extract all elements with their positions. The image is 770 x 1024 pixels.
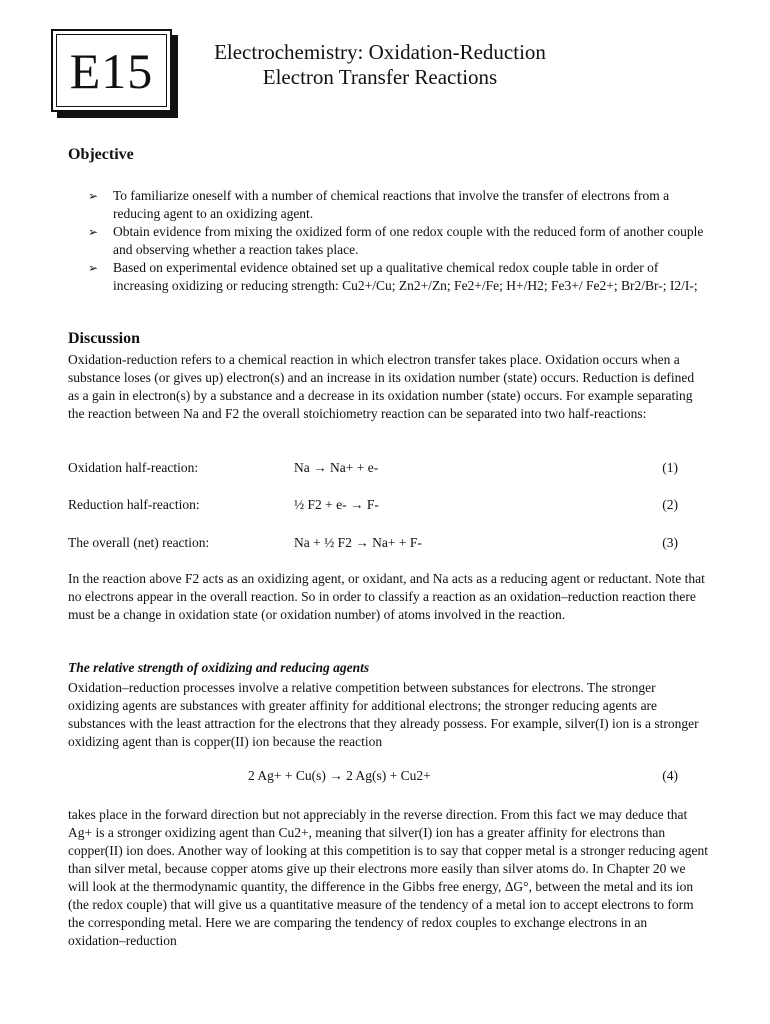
equation-row — [68, 497, 678, 515]
section-subheading: The relative strength of oxidizing and reducing agents — [68, 660, 370, 675]
discussion-paragraph-2: In the reaction above F2 acts as an oxidizing agent, or oxidant, and Na acts as a reducing agent or reductant. Note that no electrons appear in the overall reaction. So in order to classify a reaction as an oxidation–reduction reaction there must be a change in oxidation state (or oxidation number) of atoms involved in the reaction. — [68, 571, 705, 622]
arrow-bullet-icon: ➢ — [88, 189, 99, 203]
equation-number: (4) — [662, 768, 678, 783]
title-line-2: Electron Transfer Reactions — [262, 65, 498, 89]
arrow-bullet-icon: ➢ — [88, 261, 99, 275]
discussion-paragraph-3: Oxidation–reduction processes involve a relative competition between substances for electrons. The stronger oxidizing agents are substances with greater affinity for additional electrons; the stronger reducing agents are substances with the least attraction for the electrons that they already possess. For example, silver(I) ion is a stronger oxidizing agent than is copper(II) ion because the reaction — [68, 680, 699, 749]
discussion-heading: Discussion — [68, 330, 141, 347]
equation-label: Reduction half-reaction: — [68, 497, 200, 512]
experiment-code: E15 — [69, 42, 154, 99]
objective-heading: Objective — [68, 146, 134, 163]
equation-row — [68, 460, 678, 478]
list-item — [88, 259, 713, 295]
arrow-bullet-icon: ➢ — [88, 225, 99, 239]
equation-formula: Na + ½ F2 → Na+ + F- — [294, 535, 422, 550]
equation-formula: Na → Na+ + e- — [294, 460, 379, 475]
bullet-text: Based on experimental evidence obtained set up a qualitative chemical redox couple table in order of increasing oxidizing or reducing strength: — [113, 260, 659, 293]
list-item — [88, 223, 713, 259]
equation-label: Oxidation half-reaction: — [68, 460, 199, 475]
equation-row — [68, 535, 678, 553]
title-line-1: Electrochemistry: Oxidation-Reduction — [214, 40, 546, 64]
bullet-text: Obtain evidence from mixing the oxidized form of one redox couple with the reduced form of another couple and observing whether a reaction takes place. — [113, 224, 704, 257]
objective-list — [88, 187, 713, 295]
equation-label: The overall (net) reaction: — [68, 535, 210, 550]
redox-couple-list: Cu2+/Cu; Zn2+/Zn; Fe2+/Fe; H+/H2; Fe3+/ Fe2+; Br2/Br-; I2/I-; — [342, 278, 698, 293]
bullet-text: To familiarize oneself with a number of chemical reactions that involve the transfer of electrons from a reducing agent to an oxidizing agent. — [113, 188, 670, 221]
page-title — [170, 40, 590, 90]
equation-number: (2) — [662, 497, 678, 512]
equation-number: (3) — [662, 535, 678, 550]
equation-row — [68, 768, 678, 786]
equation-formula: 2 Ag+ + Cu(s) → 2 Ag(s) + Cu2+ — [248, 768, 431, 783]
list-item — [88, 187, 713, 223]
discussion-paragraph-4: takes place in the forward direction but not appreciably in the reverse direction. From this fact we may deduce that Ag+ is a stronger oxidizing agent than Cu2+, meaning that silver(I) ion has a greater affinity for electrons than copper(II) ion does. Another way of looking at this competition is to say that copper metal is a stronger reducing agent than silver metal, because copper atoms give up their electrons more easily than silver atoms do. In Chapter 20 we will look at the thermodynamic quantity, the difference in the Gibbs free energy, ΔG°, between the metal and its ion (the redox couple) that will give us a quantitative measure of the tendency of a metal ion to accept electrons to form the corresponding metal. Here we are comparing the tendency of redox couples to exchange electrons in an oxidation–reduction — [68, 807, 708, 948]
discussion-paragraph-1: Oxidation-reduction refers to a chemical reaction in which electron transfer takes place. Oxidation occurs when a substance loses (or gives up) electron(s) and an increase in its oxidation number (state) occurs. Reduction is defined as a gain in electron(s) by a substance and a decrease in its oxidation number (state) occurs. For example separating the reaction between Na and F2 the overall stoichiometry reaction can be separated into two half-reactions: — [68, 352, 695, 421]
experiment-code-box — [51, 29, 172, 112]
equation-number: (1) — [662, 460, 678, 475]
equation-formula: ½ F2 + e- → F- — [294, 497, 379, 512]
